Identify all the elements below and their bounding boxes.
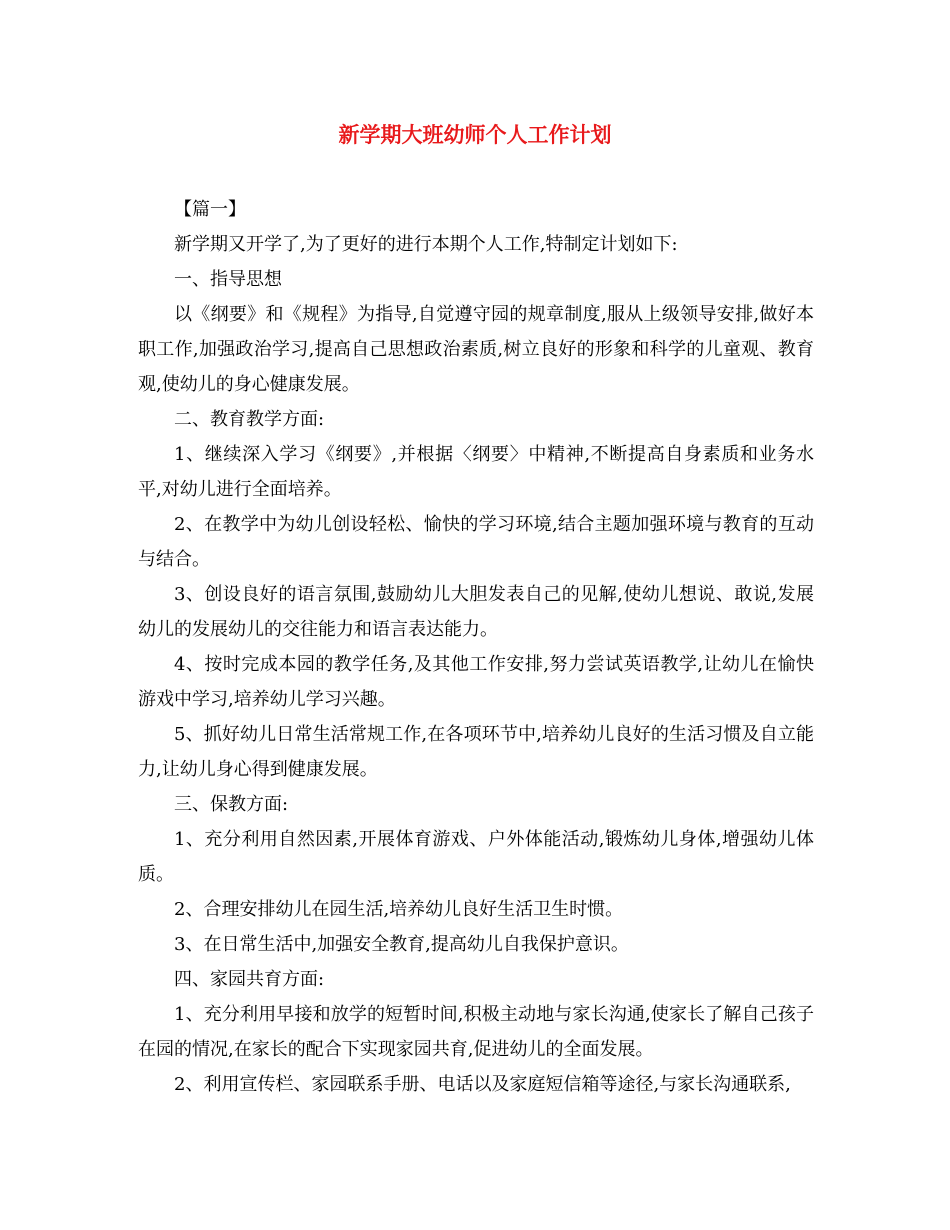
- paragraph-guiding-ideology: 以《纲要》和《规程》为指导,自觉遵守园的规章制度,服从上级领导安排,做好本职工作,加强政治学习,提高自己思想政治素质,树立良好的形象和科学的儿童观、教育观,使幼儿的身心健康发展。: [138, 304, 814, 395]
- document-body: [138, 192, 814, 1102]
- paragraph-teaching-1: 1、继续深入学习《纲要》,并根据〈纲要〉中精神,不断提高自身素质和业务水平,对幼儿进行全面培养。: [138, 444, 814, 500]
- paragraph-home-school-2: 2、利用宣传栏、家园联系手册、电话以及家庭短信箱等途径,与家长沟通联系,: [174, 1074, 791, 1095]
- paragraph-care-1: 1、充分利用自然因素,开展体育游戏、户外体能活动,锻炼幼儿身体,增强幼儿体质。: [138, 829, 814, 885]
- paragraph-section-label: 【篇一】: [174, 199, 246, 220]
- paragraph-teaching-3: 3、创设良好的语言氛围,鼓励幼儿大胆发表自己的见解,使幼儿想说、敢说,发展幼儿的发展幼儿的交往能力和语言表达能力。: [138, 584, 814, 640]
- heading-teaching: 二、教育教学方面:: [174, 409, 325, 430]
- paragraph-care-2: 2、合理安排幼儿在园生活,培养幼儿良好生活卫生时惯。: [174, 899, 624, 920]
- paragraph-intro: 新学期又开学了,为了更好的进行本期个人工作,特制定计划如下:: [174, 234, 678, 255]
- document-title: 新学期大班幼师个人工作计划: [338, 122, 612, 147]
- heading-guiding-ideology: 一、指导思想: [174, 269, 282, 290]
- heading-care: 三、保教方面:: [174, 794, 289, 815]
- paragraph-teaching-2: 2、在教学中为幼儿创设轻松、愉快的学习环境,结合主题加强环境与教育的互动与结合。: [138, 514, 814, 570]
- paragraph-care-3: 3、在日常生活中,加强安全教育,提高幼儿自我保护意识。: [174, 934, 629, 955]
- paragraph-home-school-1: 1、充分利用早接和放学的短暂时间,积极主动地与家长沟通,使家长了解自己孩子在园的情况,在家长的配合下实现家园共育,促进幼儿的全面发展。: [138, 1004, 814, 1060]
- paragraph-teaching-5: 5、抓好幼儿日常生活常规工作,在各项环节中,培养幼儿良好的生活习惯及自立能力,让幼儿身心得到健康发展。: [138, 724, 814, 780]
- paragraph-teaching-4: 4、按时完成本园的教学任务,及其他工作安排,努力尝试英语教学,让幼儿在愉快游戏中学习,培养幼儿学习兴趣。: [138, 654, 814, 710]
- heading-home-school: 四、家园共育方面:: [174, 969, 325, 990]
